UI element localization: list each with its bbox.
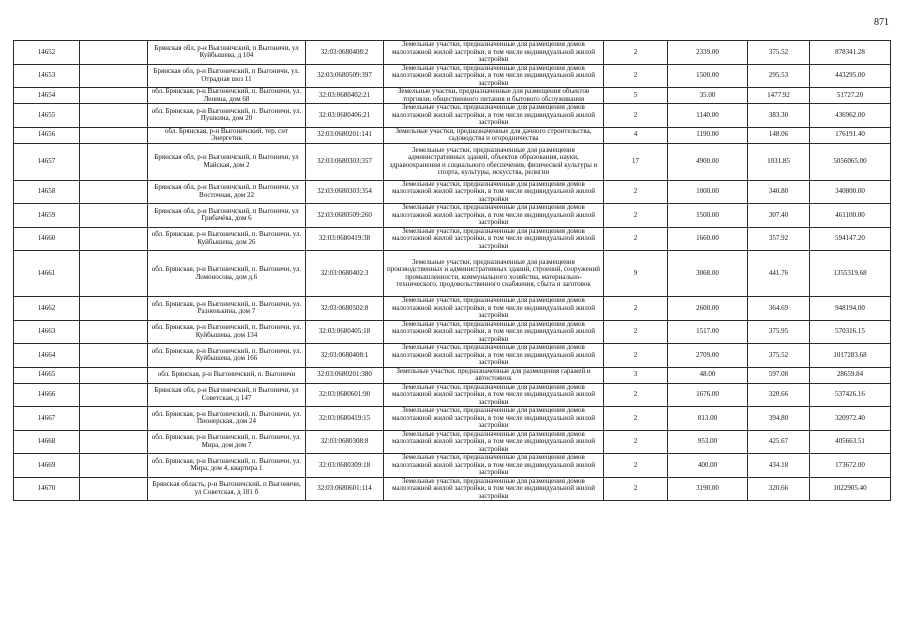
row-cadastral-number: 32:03:0680402:21 (306, 88, 384, 104)
row-land-use-purpose: Земельные участки, предназначенные для размещения домов малоэтажной жилой застройки, в том числе индивидуальной жилой застройки (384, 227, 604, 251)
row-land-use-purpose: Земельные участки, предназначенные для размещения домов малоэтажной жилой застройки, в том числе индивидуальной жилой застройки (384, 41, 604, 65)
row-cadastral-number: 32:03:0680303:357 (306, 143, 384, 180)
table-row (14, 227, 891, 251)
row-rate: 441.76 (748, 251, 810, 297)
row-group: 4 (604, 127, 668, 143)
row-land-use-purpose: Земельные участки, предназначенные для размещения гаражей и автостоянок (384, 367, 604, 383)
row-address: обл. Брянская, р-н Выгоничский, п. Выгоничи, ул. Куйбышева, дом 166 (148, 344, 306, 368)
row-group: 2 (604, 407, 668, 431)
table-row (14, 383, 891, 407)
row-group: 2 (604, 430, 668, 454)
row-rate: 375.95 (748, 320, 810, 344)
row-id: 14657 (14, 143, 80, 180)
empty-cell (80, 383, 148, 407)
row-id: 14661 (14, 251, 80, 297)
table-row (14, 41, 891, 65)
row-value: 1022905.40 (810, 477, 891, 501)
row-address: Брянская обл, р-н Выгоничский, п Выгоничи, ул Грибачёва, дом 6 (148, 204, 306, 228)
row-land-use-purpose: Земельные участки, предназначенные для размещения домов малоэтажной жилой застройки, в том числе индивидуальной жилой застройки (384, 320, 604, 344)
row-id: 14665 (14, 367, 80, 383)
row-id: 14659 (14, 204, 80, 228)
row-id: 14656 (14, 127, 80, 143)
row-cadastral-number: 32:03:0680419:15 (306, 407, 384, 431)
row-address: обл. Брянская, р-н Выгоничский, п. Выгоничи, ул. Мира, дом дом 7 (148, 430, 306, 454)
row-cadastral-number: 32:03:0680502:8 (306, 297, 384, 321)
row-id: 14664 (14, 344, 80, 368)
row-value: 28659.84 (810, 367, 891, 383)
row-area: 1517.00 (668, 320, 748, 344)
table-row (14, 127, 891, 143)
row-address: обл. Брянская, р-н Выгоничский, п. Выгоничи, ул. Куйбышева, дом 26 (148, 227, 306, 251)
row-address: Брянская обл, р-н Выгоничский, п Выгоничи, ул. Отрадная шоз 11 (148, 64, 306, 88)
row-group: 3 (604, 367, 668, 383)
empty-cell (80, 127, 148, 143)
row-area: 2339.00 (668, 41, 748, 65)
row-rate: 375.52 (748, 41, 810, 65)
row-value: 461100.00 (810, 204, 891, 228)
row-area: 3190.00 (668, 477, 748, 501)
table-row (14, 344, 891, 368)
row-address: обл. Брянская, р-н Выгоничский, п. Выгоничи, ул. Куйбышева, дом 134 (148, 320, 306, 344)
row-land-use-purpose: Земельные участки, предназначенные для размещения домов малоэтажной жилой застройки, в том числе индивидуальной жилой застройки (384, 64, 604, 88)
row-value: 176191.40 (810, 127, 891, 143)
row-group: 17 (604, 143, 668, 180)
row-rate: 340.80 (748, 180, 810, 204)
row-value: 570316.15 (810, 320, 891, 344)
row-rate: 425.67 (748, 430, 810, 454)
empty-cell (80, 320, 148, 344)
row-value: 1355319.68 (810, 251, 891, 297)
empty-cell (80, 454, 148, 478)
row-address: Брянская обл, р-н Выгоничский, п Выгоничи, ул Восточная, дом 22 (148, 180, 306, 204)
empty-cell (80, 407, 148, 431)
row-address: обл. Брянская, р-н Выгоничский, п. Выгоничи, ул. Ломоносова, дом д.6 (148, 251, 306, 297)
row-cadastral-number: 32:03:0680308:8 (306, 430, 384, 454)
row-land-use-purpose: Земельные участки, предназначенные для размещения домов малоэтажной жилой застройки, в том числе индивидуальной жилой застройки (384, 297, 604, 321)
table-body (14, 41, 891, 501)
row-id: 14654 (14, 88, 80, 104)
row-id: 14653 (14, 64, 80, 88)
row-cadastral-number: 32:03:0680408:2 (306, 41, 384, 65)
row-land-use-purpose: Земельные участки, предназначенные для размещения домов малоэтажной жилой застройки, в том числе индивидуальной жилой застройки (384, 383, 604, 407)
row-id: 14652 (14, 41, 80, 65)
table-row (14, 297, 891, 321)
empty-cell (80, 41, 148, 65)
row-id: 14658 (14, 180, 80, 204)
row-cadastral-number: 32:03:0680601:114 (306, 477, 384, 501)
row-land-use-purpose: Земельные участки, предназначенные для размещения домов малоэтажной жилой застройки, в том числе индивидуальной жилой застройки (384, 407, 604, 431)
row-address: обл. Брянская, р-н Выгоничский, п. Выгоничи (148, 367, 306, 383)
row-value: 594147.20 (810, 227, 891, 251)
row-cadastral-number: 32:03:0680509:260 (306, 204, 384, 228)
cadastral-value-table (13, 40, 891, 501)
row-cadastral-number: 32:03:0680402:3 (306, 251, 384, 297)
row-cadastral-number: 32:03:0680201:380 (306, 367, 384, 383)
row-value: 537426.16 (810, 383, 891, 407)
empty-cell (80, 143, 148, 180)
empty-cell (80, 430, 148, 454)
row-value: 878341.28 (810, 41, 891, 65)
row-group: 2 (604, 297, 668, 321)
row-id: 14670 (14, 477, 80, 501)
row-value: 436962.00 (810, 104, 891, 128)
row-area: 1676.00 (668, 383, 748, 407)
row-cadastral-number: 32:03:0680405:18 (306, 320, 384, 344)
row-area: 953.00 (668, 430, 748, 454)
row-address: Брянская обл, р-н Выгоничский, п Выгоничи, ул Советская, д 147 (148, 383, 306, 407)
row-rate: 383.30 (748, 104, 810, 128)
row-value: 340800.00 (810, 180, 891, 204)
row-land-use-purpose: Земельные участки, предназначенные для размещения домов малоэтажной жилой застройки, в том числе индивидуальной жилой застройки (384, 344, 604, 368)
table-row (14, 251, 891, 297)
row-rate: 597.08 (748, 367, 810, 383)
row-group: 5 (604, 88, 668, 104)
table-row (14, 407, 891, 431)
empty-cell (80, 204, 148, 228)
row-group: 2 (604, 41, 668, 65)
row-group: 9 (604, 251, 668, 297)
row-group: 2 (604, 344, 668, 368)
row-rate: 295.53 (748, 64, 810, 88)
row-rate: 1477.92 (748, 88, 810, 104)
empty-cell (80, 227, 148, 251)
row-group: 2 (604, 454, 668, 478)
row-land-use-purpose: Земельные участки, предназначенные для размещения домов малоэтажной жилой застройки, в том числе индивидуальной жилой застройки (384, 430, 604, 454)
row-address: Брянская обл, р-н Выгоничский, п Выгоничи, ул Майская, дом 2 (148, 143, 306, 180)
row-area: 48.00 (668, 367, 748, 383)
row-land-use-purpose: Земельные участки, предназначенные для размещения производственных и административных зданий, строений, сооружений промышленности, коммунального хозяйства, материально-технического, продовольственного снабжения, сбыта и заготовок (384, 251, 604, 297)
row-area: 3068.00 (668, 251, 748, 297)
row-land-use-purpose: Земельные участки, предназначенные для размещения домов малоэтажной жилой застройки, в том числе индивидуальной жилой застройки (384, 104, 604, 128)
row-area: 1500.00 (668, 64, 748, 88)
empty-cell (80, 180, 148, 204)
row-group: 2 (604, 477, 668, 501)
row-rate: 1031.85 (748, 143, 810, 180)
row-land-use-purpose: Земельные участки, предназначенные для дачного строительства, садоводства и огородничества (384, 127, 604, 143)
row-group: 2 (604, 227, 668, 251)
row-address: обл. Брянская, р-н Выгоничский, п. Выгоничи, ул. Пионерская, дом 24 (148, 407, 306, 431)
row-land-use-purpose: Земельные участки, предназначенные для размещения домов малоэтажной жилой застройки, в том числе индивидуальной жилой застройки (384, 477, 604, 501)
row-address: обл. Брянская, р-н Выгоничский, тер. снт Энергетик (148, 127, 306, 143)
row-value: 320972.40 (810, 407, 891, 431)
row-value: 1017283.68 (810, 344, 891, 368)
row-address: обл. Брянская, р-н Выгоничский, п. Выгоничи, ул. Разненькина, дом 7 (148, 297, 306, 321)
row-area: 813.00 (668, 407, 748, 431)
row-group: 2 (604, 204, 668, 228)
row-group: 2 (604, 64, 668, 88)
row-area: 2709.00 (668, 344, 748, 368)
empty-cell (80, 88, 148, 104)
row-group: 2 (604, 383, 668, 407)
row-id: 14660 (14, 227, 80, 251)
row-id: 14667 (14, 407, 80, 431)
row-cadastral-number: 32:03:0680419:38 (306, 227, 384, 251)
row-value: 443295.00 (810, 64, 891, 88)
row-rate: 307.40 (748, 204, 810, 228)
table-row (14, 104, 891, 128)
row-rate: 320.66 (748, 477, 810, 501)
row-cadastral-number: 32:03:0680309:18 (306, 454, 384, 478)
empty-cell (80, 367, 148, 383)
table-row (14, 477, 891, 501)
table-row (14, 320, 891, 344)
row-area: 1660.00 (668, 227, 748, 251)
empty-cell (80, 104, 148, 128)
row-rate: 148.06 (748, 127, 810, 143)
row-id: 14669 (14, 454, 80, 478)
empty-cell (80, 477, 148, 501)
row-area: 1140.00 (668, 104, 748, 128)
row-address: обл. Брянская, р-н Выгоничский, п. Выгоничи, ул. Ленина, дом 68 (148, 88, 306, 104)
table-row (14, 143, 891, 180)
row-area: 1500.00 (668, 204, 748, 228)
row-value: 948194.00 (810, 297, 891, 321)
row-cadastral-number: 32:03:0680601:90 (306, 383, 384, 407)
row-id: 14666 (14, 383, 80, 407)
table-row (14, 367, 891, 383)
row-land-use-purpose: Земельные участки, предназначенные для размещения объектов торговли, общественного питания и бытового обслуживания (384, 88, 604, 104)
row-cadastral-number: 32:03:0680201:141 (306, 127, 384, 143)
row-id: 14668 (14, 430, 80, 454)
row-cadastral-number: 32:03:0680509:397 (306, 64, 384, 88)
row-rate: 394.80 (748, 407, 810, 431)
row-rate: 375.52 (748, 344, 810, 368)
row-area: 1190.00 (668, 127, 748, 143)
table-row (14, 180, 891, 204)
row-land-use-purpose: Земельные участки, предназначенные для размещения административных зданий, объектов образования, науки, здравоохранения и социального обеспечения, физической культуры и спорта, культуры, искусства, религии (384, 143, 604, 180)
row-address: Брянская обл, р-н Выгоничский, п Выгоничи, ул Куйбышева, д 104 (148, 41, 306, 65)
row-value: 51727.20 (810, 88, 891, 104)
table-row (14, 64, 891, 88)
row-land-use-purpose: Земельные участки, предназначенные для размещения домов малоэтажной жилой застройки, в том числе индивидуальной жилой застройки (384, 454, 604, 478)
row-rate: 434.18 (748, 454, 810, 478)
row-address: обл. Брянская, р-н Выгоничский, п. Выгоничи, ул. Мира, дом 4, квартира 1 (148, 454, 306, 478)
row-area: 1000.00 (668, 180, 748, 204)
row-land-use-purpose: Земельные участки, предназначенные для размещения домов малоэтажной жилой застройки, в том числе индивидуальной жилой застройки (384, 204, 604, 228)
empty-cell (80, 64, 148, 88)
row-value: 5056065.00 (810, 143, 891, 180)
row-address: Брянская область, р-н Выгоничский, п Выгоничи, ул Советская, д 181 б (148, 477, 306, 501)
table-row (14, 430, 891, 454)
row-group: 2 (604, 104, 668, 128)
row-cadastral-number: 32:03:0680406:21 (306, 104, 384, 128)
empty-cell (80, 344, 148, 368)
row-area: 2600.00 (668, 297, 748, 321)
row-cadastral-number: 32:03:0680303:354 (306, 180, 384, 204)
row-rate: 357.92 (748, 227, 810, 251)
row-group: 2 (604, 180, 668, 204)
table-row (14, 454, 891, 478)
row-group: 2 (604, 320, 668, 344)
empty-cell (80, 251, 148, 297)
row-address: обл. Брянская, р-н Выгоничский, п. Выгоничи, ул. Пушкина, дом 20 (148, 104, 306, 128)
row-area: 400.00 (668, 454, 748, 478)
row-area: 35.00 (668, 88, 748, 104)
table-row (14, 204, 891, 228)
row-land-use-purpose: Земельные участки, предназначенные для размещения домов малоэтажной жилой застройки, в том числе индивидуальной жилой застройки (384, 180, 604, 204)
row-id: 14655 (14, 104, 80, 128)
row-id: 14662 (14, 297, 80, 321)
row-value: 405663.51 (810, 430, 891, 454)
row-cadastral-number: 32:03:0680408:1 (306, 344, 384, 368)
row-value: 173672.00 (810, 454, 891, 478)
row-area: 4900.00 (668, 143, 748, 180)
table-row (14, 88, 891, 104)
row-rate: 364.69 (748, 297, 810, 321)
row-rate: 320.66 (748, 383, 810, 407)
empty-cell (80, 297, 148, 321)
row-id: 14663 (14, 320, 80, 344)
page-number: 871 (874, 17, 889, 28)
